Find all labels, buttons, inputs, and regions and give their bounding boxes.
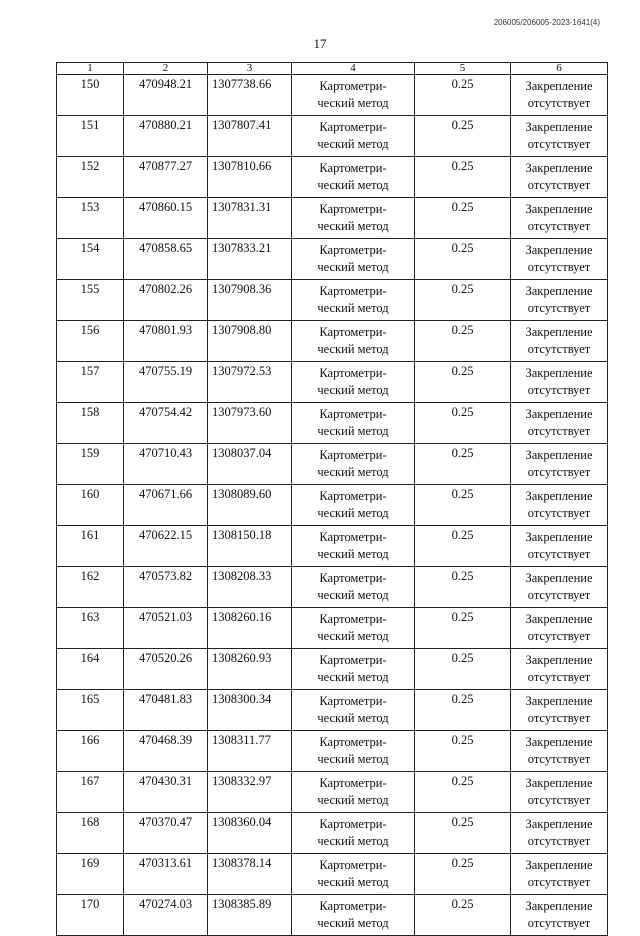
fixation-cell	[511, 731, 608, 772]
method-line-1: Картометри-	[319, 284, 387, 298]
method-line-2: ческий метод	[317, 875, 389, 889]
table-row	[57, 772, 608, 813]
coordinate-x: 470801.93	[124, 321, 208, 362]
method-line-2: ческий метод	[317, 96, 389, 110]
precision-value: 0.25	[415, 690, 511, 731]
point-number: 166	[57, 731, 124, 772]
method-line-1: Картометри-	[319, 817, 387, 831]
method-line-1: Картометри-	[319, 899, 387, 913]
method-line-1: Картометри-	[319, 653, 387, 667]
method-cell	[292, 198, 415, 239]
coordinates-table	[56, 62, 608, 936]
coordinate-x: 470274.03	[124, 895, 208, 936]
coordinate-x: 470573.82	[124, 567, 208, 608]
method-line-1: Картометри-	[319, 571, 387, 585]
precision-value: 0.25	[415, 485, 511, 526]
precision-value: 0.25	[415, 116, 511, 157]
point-number: 161	[57, 526, 124, 567]
coordinate-y: 1307833.21	[208, 239, 292, 280]
table-row	[57, 116, 608, 157]
coordinate-y: 1307908.80	[208, 321, 292, 362]
precision-value: 0.25	[415, 526, 511, 567]
fixation-line-1: Закрепление	[525, 612, 593, 626]
point-number: 169	[57, 854, 124, 895]
method-line-2: ческий метод	[317, 588, 389, 602]
table-row	[57, 239, 608, 280]
fixation-line-1: Закрепление	[525, 325, 593, 339]
method-line-1: Картометри-	[319, 735, 387, 749]
table-row	[57, 731, 608, 772]
coordinate-x: 470521.03	[124, 608, 208, 649]
fixation-cell	[511, 321, 608, 362]
table-row	[57, 280, 608, 321]
fixation-line-2: отсутствует	[527, 383, 591, 397]
method-cell	[292, 362, 415, 403]
fixation-line-1: Закрепление	[525, 448, 593, 462]
precision-value: 0.25	[415, 772, 511, 813]
method-cell	[292, 567, 415, 608]
fixation-cell	[511, 854, 608, 895]
method-line-1: Картометри-	[319, 448, 387, 462]
table-row	[57, 444, 608, 485]
point-number: 156	[57, 321, 124, 362]
method-line-2: ческий метод	[317, 752, 389, 766]
coordinate-x: 470430.31	[124, 772, 208, 813]
coordinate-y: 1308208.33	[208, 567, 292, 608]
fixation-line-2: отсутствует	[527, 875, 591, 889]
fixation-cell	[511, 239, 608, 280]
fixation-line-1: Закрепление	[525, 694, 593, 708]
fixation-line-2: отсутствует	[527, 629, 591, 643]
point-number: 153	[57, 198, 124, 239]
point-number: 159	[57, 444, 124, 485]
method-line-2: ческий метод	[317, 670, 389, 684]
method-line-2: ческий метод	[317, 260, 389, 274]
method-line-2: ческий метод	[317, 629, 389, 643]
fixation-line-1: Закрепление	[525, 79, 593, 93]
fixation-cell	[511, 813, 608, 854]
fixation-line-1: Закрепление	[525, 243, 593, 257]
fixation-line-1: Закрепление	[525, 489, 593, 503]
method-line-1: Картометри-	[319, 530, 387, 544]
fixation-line-1: Закрепление	[525, 817, 593, 831]
method-line-1: Картометри-	[319, 612, 387, 626]
coordinate-x: 470948.21	[124, 75, 208, 116]
method-line-1: Картометри-	[319, 489, 387, 503]
precision-value: 0.25	[415, 403, 511, 444]
method-cell	[292, 239, 415, 280]
coordinate-y: 1307908.36	[208, 280, 292, 321]
precision-value: 0.25	[415, 198, 511, 239]
method-cell	[292, 157, 415, 198]
column-header-4: 4	[292, 63, 415, 75]
point-number: 164	[57, 649, 124, 690]
method-line-2: ческий метод	[317, 793, 389, 807]
method-cell	[292, 854, 415, 895]
point-number: 168	[57, 813, 124, 854]
fixation-line-1: Закрепление	[525, 735, 593, 749]
fixation-cell	[511, 567, 608, 608]
point-number: 154	[57, 239, 124, 280]
coordinate-y: 1308300.34	[208, 690, 292, 731]
fixation-line-2: отсутствует	[527, 711, 591, 725]
coordinate-x: 470880.21	[124, 116, 208, 157]
table-row	[57, 690, 608, 731]
coordinate-y: 1308311.77	[208, 731, 292, 772]
column-header-2: 2	[124, 63, 208, 75]
column-header-5: 5	[415, 63, 511, 75]
fixation-cell	[511, 198, 608, 239]
fixation-line-2: отсутствует	[527, 96, 591, 110]
method-line-1: Картометри-	[319, 243, 387, 257]
fixation-line-2: отсутствует	[527, 752, 591, 766]
coordinate-x: 470370.47	[124, 813, 208, 854]
precision-value: 0.25	[415, 895, 511, 936]
coordinate-x: 470313.61	[124, 854, 208, 895]
fixation-line-2: отсутствует	[527, 506, 591, 520]
fixation-line-2: отсутствует	[527, 301, 591, 315]
table-row	[57, 485, 608, 526]
precision-value: 0.25	[415, 649, 511, 690]
point-number: 150	[57, 75, 124, 116]
method-cell	[292, 116, 415, 157]
method-line-1: Картометри-	[319, 858, 387, 872]
coordinate-x: 470481.83	[124, 690, 208, 731]
coordinate-y: 1307810.66	[208, 157, 292, 198]
table-row	[57, 75, 608, 116]
fixation-line-2: отсутствует	[527, 424, 591, 438]
fixation-line-2: отсутствует	[527, 260, 591, 274]
fixation-line-2: отсутствует	[527, 588, 591, 602]
coordinate-y: 1307973.60	[208, 403, 292, 444]
precision-value: 0.25	[415, 280, 511, 321]
coordinate-y: 1308150.18	[208, 526, 292, 567]
fixation-cell	[511, 690, 608, 731]
fixation-line-2: отсутствует	[527, 916, 591, 930]
method-cell	[292, 649, 415, 690]
coordinate-x: 470877.27	[124, 157, 208, 198]
coordinate-y: 1308360.04	[208, 813, 292, 854]
method-line-2: ческий метод	[317, 424, 389, 438]
precision-value: 0.25	[415, 731, 511, 772]
coordinate-x: 470754.42	[124, 403, 208, 444]
fixation-line-1: Закрепление	[525, 202, 593, 216]
point-number: 158	[57, 403, 124, 444]
coordinate-x: 470802.26	[124, 280, 208, 321]
precision-value: 0.25	[415, 444, 511, 485]
method-cell	[292, 772, 415, 813]
coordinate-y: 1308089.60	[208, 485, 292, 526]
coordinate-y: 1308385.89	[208, 895, 292, 936]
fixation-line-2: отсутствует	[527, 834, 591, 848]
precision-value: 0.25	[415, 854, 511, 895]
fixation-line-1: Закрепление	[525, 530, 593, 544]
column-header-6: 6	[511, 63, 608, 75]
fixation-cell	[511, 772, 608, 813]
method-cell	[292, 444, 415, 485]
fixation-cell	[511, 608, 608, 649]
fixation-cell	[511, 362, 608, 403]
coordinate-y: 1308332.97	[208, 772, 292, 813]
point-number: 160	[57, 485, 124, 526]
coordinate-y: 1308037.04	[208, 444, 292, 485]
method-line-2: ческий метод	[317, 547, 389, 561]
coordinate-x: 470520.26	[124, 649, 208, 690]
point-number: 162	[57, 567, 124, 608]
table-row	[57, 649, 608, 690]
fixation-line-1: Закрепление	[525, 776, 593, 790]
fixation-cell	[511, 403, 608, 444]
method-cell	[292, 321, 415, 362]
fixation-line-2: отсутствует	[527, 342, 591, 356]
method-line-2: ческий метод	[317, 342, 389, 356]
method-line-1: Картометри-	[319, 325, 387, 339]
table-row	[57, 362, 608, 403]
precision-value: 0.25	[415, 157, 511, 198]
method-cell	[292, 895, 415, 936]
fixation-line-1: Закрепление	[525, 284, 593, 298]
fixation-line-1: Закрепление	[525, 161, 593, 175]
table-row	[57, 321, 608, 362]
precision-value: 0.25	[415, 813, 511, 854]
fixation-line-2: отсутствует	[527, 465, 591, 479]
point-number: 167	[57, 772, 124, 813]
table-header-row	[57, 63, 608, 75]
method-cell	[292, 75, 415, 116]
method-line-2: ческий метод	[317, 219, 389, 233]
fixation-line-2: отсутствует	[527, 670, 591, 684]
coordinate-x: 470671.66	[124, 485, 208, 526]
fixation-line-1: Закрепление	[525, 899, 593, 913]
precision-value: 0.25	[415, 239, 511, 280]
precision-value: 0.25	[415, 608, 511, 649]
fixation-cell	[511, 280, 608, 321]
coordinate-y: 1307831.31	[208, 198, 292, 239]
fixation-line-2: отсутствует	[527, 547, 591, 561]
method-line-1: Картометри-	[319, 79, 387, 93]
table-row	[57, 854, 608, 895]
coordinate-y: 1307972.53	[208, 362, 292, 403]
coordinate-y: 1308260.93	[208, 649, 292, 690]
coordinate-y: 1307807.41	[208, 116, 292, 157]
page-number: 17	[313, 36, 327, 51]
table-row	[57, 895, 608, 936]
table-row	[57, 608, 608, 649]
table-body	[57, 75, 608, 936]
table-row	[57, 198, 608, 239]
fixation-line-1: Закрепление	[525, 653, 593, 667]
method-line-2: ческий метод	[317, 137, 389, 151]
method-line-2: ческий метод	[317, 301, 389, 315]
method-line-1: Картометри-	[319, 366, 387, 380]
coordinate-x: 470710.43	[124, 444, 208, 485]
method-cell	[292, 403, 415, 444]
method-line-1: Картометри-	[319, 202, 387, 216]
method-cell	[292, 485, 415, 526]
point-number: 170	[57, 895, 124, 936]
coordinate-x: 470860.15	[124, 198, 208, 239]
method-cell	[292, 526, 415, 567]
method-cell	[292, 608, 415, 649]
fixation-cell	[511, 444, 608, 485]
coordinate-y: 1308260.16	[208, 608, 292, 649]
table-row	[57, 403, 608, 444]
coordinate-x: 470858.65	[124, 239, 208, 280]
precision-value: 0.25	[415, 362, 511, 403]
method-cell	[292, 813, 415, 854]
method-line-2: ческий метод	[317, 465, 389, 479]
fixation-cell	[511, 116, 608, 157]
method-line-2: ческий метод	[317, 711, 389, 725]
precision-value: 0.25	[415, 75, 511, 116]
fixation-line-1: Закрепление	[525, 407, 593, 421]
fixation-line-2: отсутствует	[527, 178, 591, 192]
method-line-2: ческий метод	[317, 383, 389, 397]
fixation-cell	[511, 485, 608, 526]
method-line-2: ческий метод	[317, 506, 389, 520]
method-line-2: ческий метод	[317, 178, 389, 192]
method-line-1: Картометри-	[319, 776, 387, 790]
coordinate-x: 470755.19	[124, 362, 208, 403]
point-number: 163	[57, 608, 124, 649]
document-id: 206005/206005-2023-1641(4)	[493, 18, 600, 27]
method-cell	[292, 731, 415, 772]
fixation-line-1: Закрепление	[525, 120, 593, 134]
table-row	[57, 813, 608, 854]
point-number: 152	[57, 157, 124, 198]
method-line-1: Картометри-	[319, 407, 387, 421]
fixation-line-1: Закрепление	[525, 858, 593, 872]
fixation-cell	[511, 895, 608, 936]
method-line-2: ческий метод	[317, 834, 389, 848]
fixation-line-2: отсутствует	[527, 219, 591, 233]
point-number: 155	[57, 280, 124, 321]
method-cell	[292, 280, 415, 321]
fixation-line-1: Закрепление	[525, 571, 593, 585]
fixation-cell	[511, 157, 608, 198]
table-row	[57, 567, 608, 608]
column-header-3: 3	[208, 63, 292, 75]
coordinate-y: 1307738.66	[208, 75, 292, 116]
coordinate-x: 470468.39	[124, 731, 208, 772]
precision-value: 0.25	[415, 567, 511, 608]
column-header-1: 1	[57, 63, 124, 75]
method-line-1: Картометри-	[319, 120, 387, 134]
method-line-1: Картометри-	[319, 161, 387, 175]
precision-value: 0.25	[415, 321, 511, 362]
fixation-cell	[511, 649, 608, 690]
point-number: 157	[57, 362, 124, 403]
coordinate-y: 1308378.14	[208, 854, 292, 895]
fixation-line-2: отсутствует	[527, 793, 591, 807]
point-number: 151	[57, 116, 124, 157]
fixation-cell	[511, 526, 608, 567]
table-row	[57, 157, 608, 198]
fixation-line-2: отсутствует	[527, 137, 591, 151]
fixation-line-1: Закрепление	[525, 366, 593, 380]
method-line-2: ческий метод	[317, 916, 389, 930]
point-number: 165	[57, 690, 124, 731]
coordinate-x: 470622.15	[124, 526, 208, 567]
table-row	[57, 526, 608, 567]
method-cell	[292, 690, 415, 731]
fixation-cell	[511, 75, 608, 116]
method-line-1: Картометри-	[319, 694, 387, 708]
